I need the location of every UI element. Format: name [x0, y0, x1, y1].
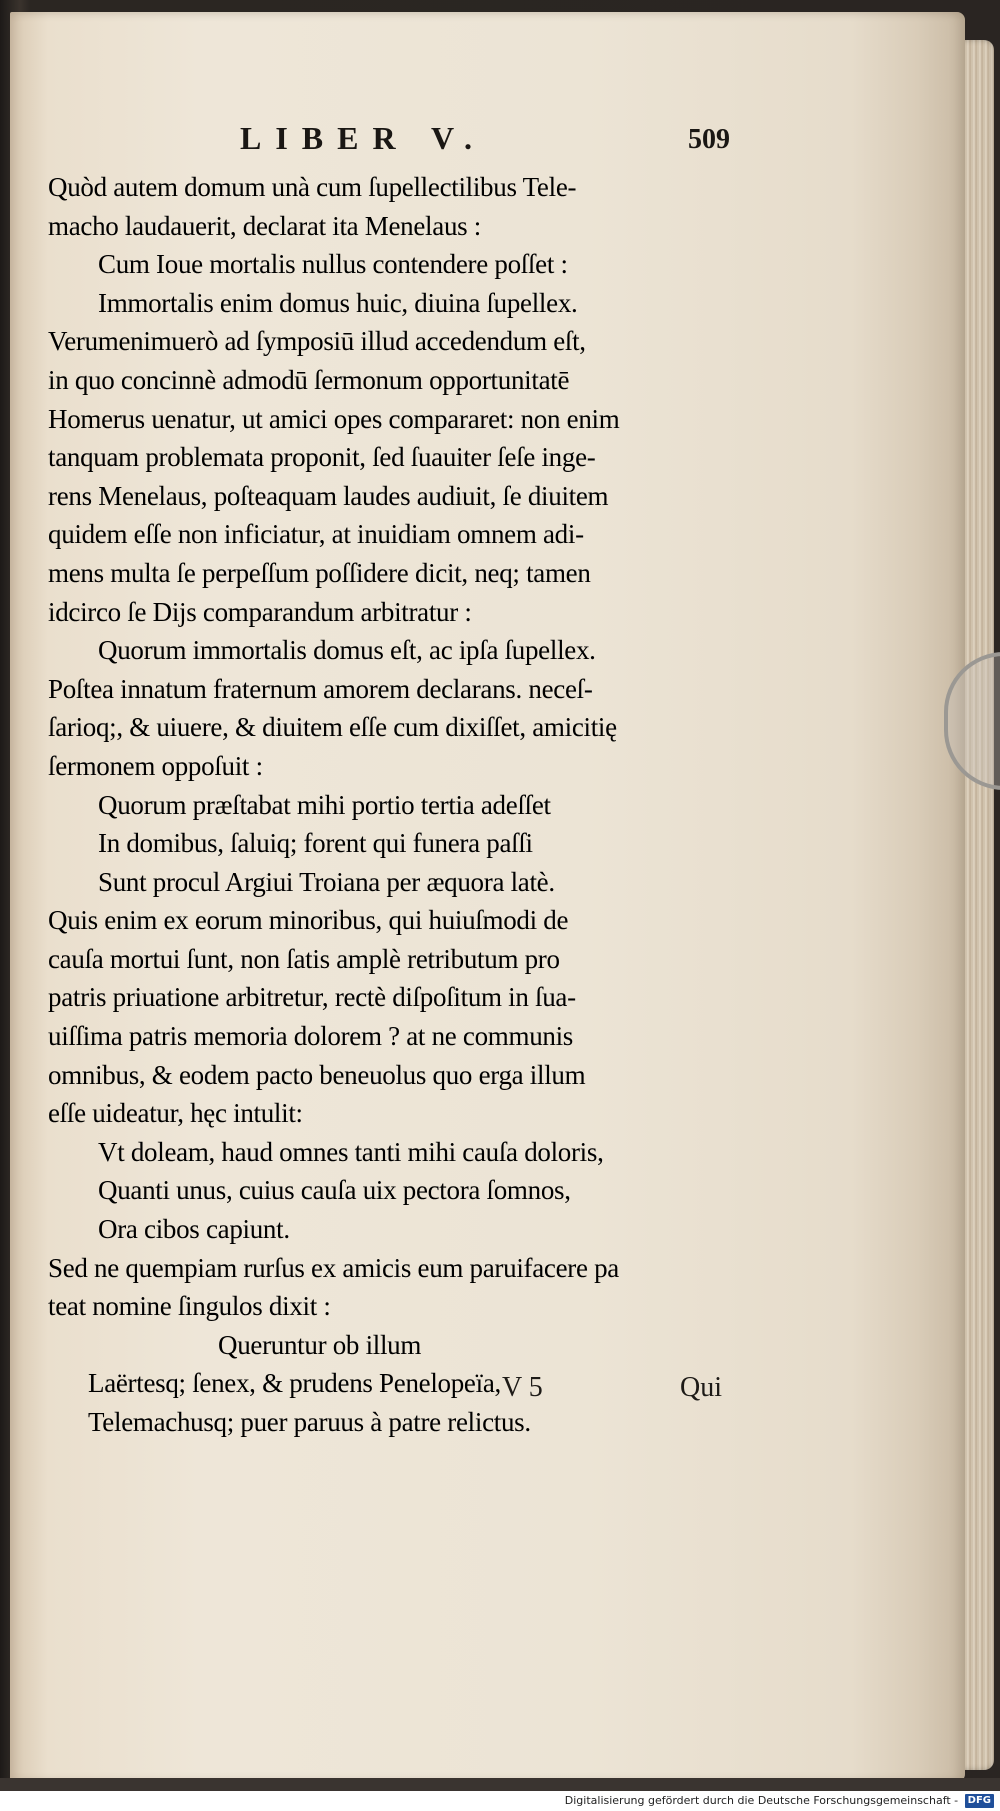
text-line: Laërtesq; ſenex, & prudens Penelopeïa, [88, 1368, 501, 1399]
text-line: Cum Ioue mortalis nullus contendere poſſet : [98, 249, 568, 280]
signature-mark: V 5 [502, 1372, 543, 1403]
text-line: Quorum præſtabat mihi portio tertia adeſſet [98, 789, 551, 820]
text-line: ſermonem oppoſuit : [48, 750, 263, 781]
text-body [48, 168, 748, 1442]
text-line: ſarioq;, & uiuere, & diuitem eſſe cum dixiſſet, amicitię [48, 712, 617, 743]
text-line: Quorum immortalis domus eſt, ac ipſa ſupellex. [98, 635, 596, 666]
text-line: teat nomine ſingulos dixit : [48, 1291, 331, 1322]
text-line: Quòd autem domum unà cum ſupellectilibus Tele- [48, 172, 577, 202]
page-edges [960, 40, 994, 1770]
text-line: Queruntur ob illum [218, 1329, 422, 1360]
text-line: In domibus, ſaluiq; forent qui funera paſſi [98, 828, 533, 859]
text-line: Sunt procul Argiui Troiana per æquora latè. [98, 866, 555, 897]
text-line: Ora cibos capiunt. [98, 1214, 290, 1245]
footer-credit: Digitalisierung gefördert durch die Deutsche Forschungsgemeinschaft - [564, 1794, 959, 1807]
text-line: Immortalis enim domus huic, diuina ſupellex. [98, 287, 578, 318]
text-line: cauſa mortui ſunt, non ſatis amplè retributum pro [48, 943, 560, 974]
running-head [240, 120, 740, 164]
text-line: Telemachusq; puer paruus à patre relictus. [88, 1407, 531, 1437]
text-line: omnibus, & eodem pacto beneuolus quo erga illum [48, 1059, 586, 1090]
text-line: tanquam problemata proponit, ſed ſuauiter ſeſe inge- [48, 442, 596, 473]
text-line: patris priuatione arbitretur, rectè diſpoſitum in ſua- [48, 982, 576, 1013]
text-line: Poſtea innatum fraternum amorem declarans. neceſ- [48, 673, 593, 704]
text-line: in quo concinnè admodū ſermonum opportunitatē [48, 364, 570, 395]
text-line: Homerus uenatur, ut amici opes compararet: non enim [48, 403, 620, 434]
text-line: mens multa ſe perpeſſum poſſidere dicit, neq; tamen [48, 557, 591, 588]
scan-bottom-band [0, 1778, 1000, 1791]
text-line: macho laudauerit, declarat ita Menelaus : [48, 210, 482, 241]
text-line: quidem eſſe non inficiatur, at inuidiam omnem adi- [48, 519, 584, 550]
text-line: eſſe uideatur, hęc intulit: [48, 1098, 303, 1129]
text-line: Vt doleam, haud omnes tanti mihi cauſa doloris, [98, 1136, 604, 1167]
dfg-logo-icon: DFG [965, 1794, 994, 1808]
text-line: Quanti unus, cuius cauſa uix pectora ſomnos, [98, 1175, 571, 1206]
text-line: Sed ne quempiam rurſus ex amicis eum paruifacere pa [48, 1252, 619, 1283]
text-line: uiſſima patris memoria dolorem ? at ne communis [48, 1021, 574, 1052]
page-number: 509 [688, 124, 730, 155]
running-head-title: LIBER V. [240, 120, 486, 156]
text-line: rens Menelaus, poſteaquam laudes audiuit, ſe diuitem [48, 480, 609, 511]
digitization-footer [0, 1791, 1000, 1811]
text-line: idcirco ſe Dijs comparandum arbitratur : [48, 596, 472, 627]
text-line: Quis enim ex eorum minoribus, qui huiuſmodi de [48, 905, 569, 936]
catchword: Qui [680, 1372, 722, 1403]
text-line: Verumenimuerò ad ſymposiū illud accedendum eſt, [48, 326, 586, 357]
catch-line [0, 1372, 1000, 1412]
